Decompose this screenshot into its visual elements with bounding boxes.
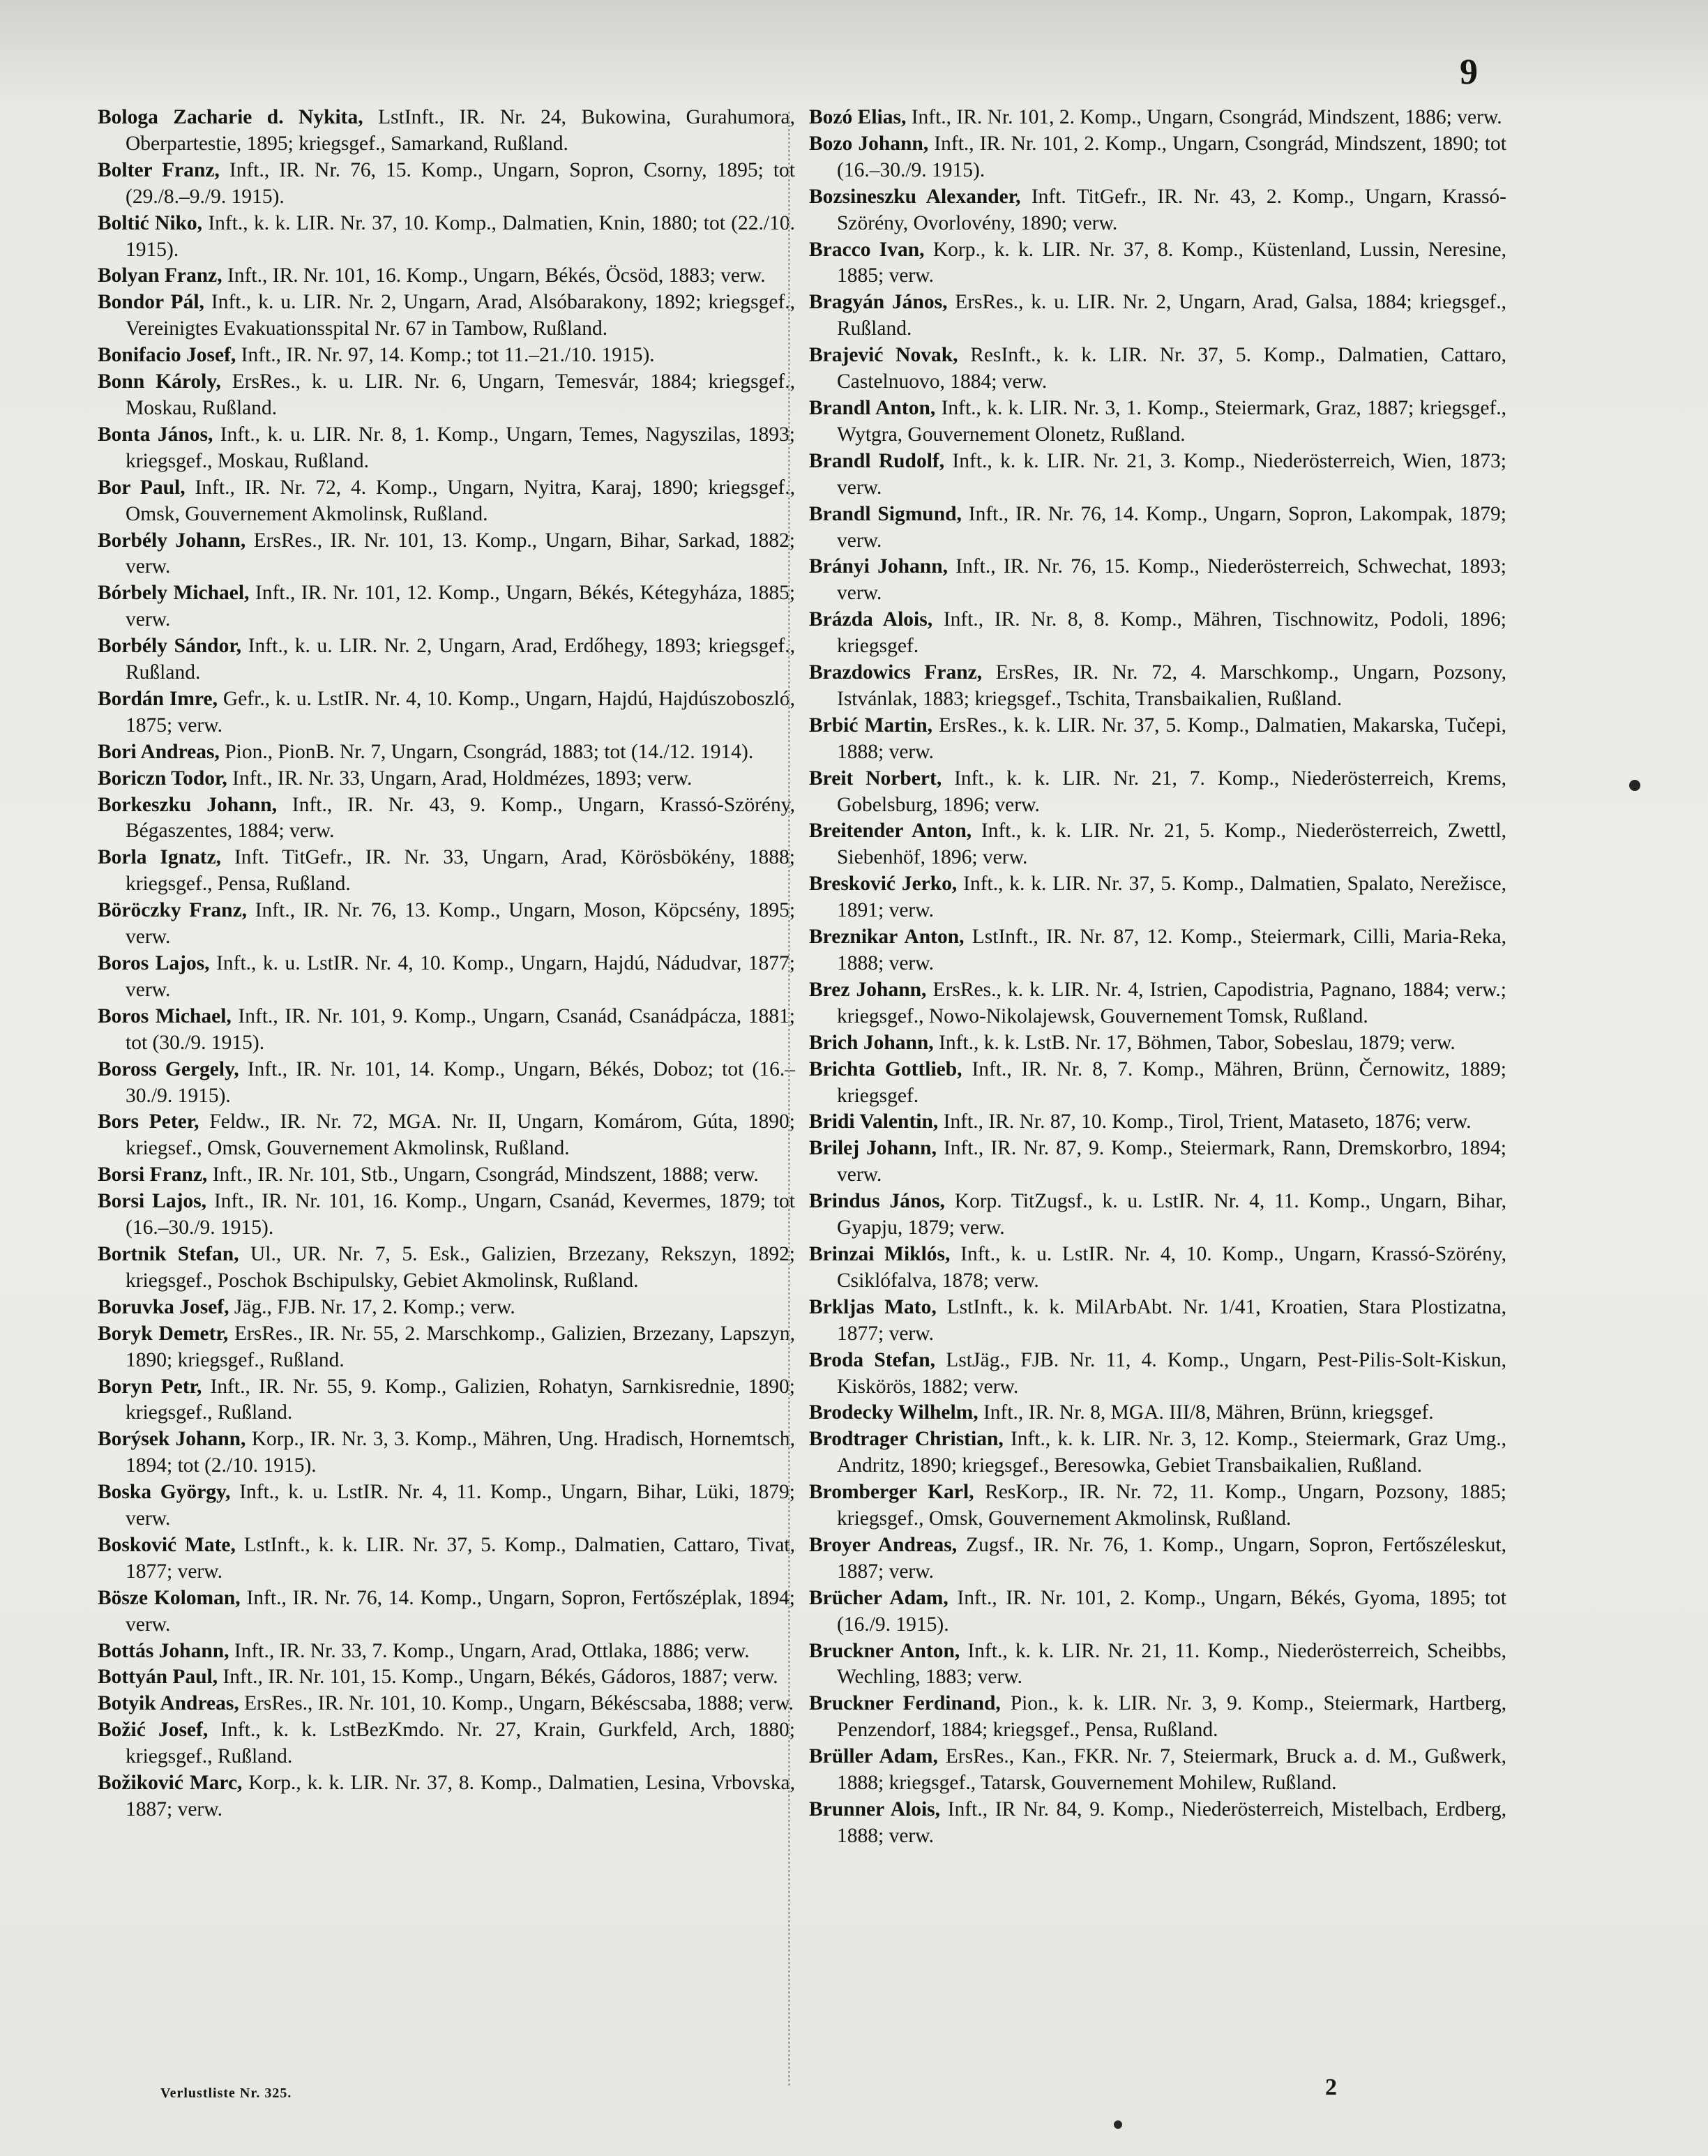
list-entry: [809, 871, 1506, 924]
entry-details: ErsRes., IR. Nr. 55, 2. Marschkomp., Galizien, Brzezany, Lapszyn, 1890; kriegsgef., Rußland.: [126, 1322, 795, 1371]
entry-details: Inft., IR Nr. 84, 9. Komp., Niederösterreich, Mistelbach, Erdberg, 1888; verw.: [837, 1798, 1507, 1847]
entry-name: Boska György,: [98, 1481, 231, 1504]
list-entry: [98, 1664, 795, 1691]
entry-name: Brkljas Mato,: [809, 1295, 937, 1318]
entry-details: Inft., IR. Nr. 8, MGA. III/8, Mähren, Brünn, kriegsgef.: [983, 1401, 1434, 1424]
entry-details: ErsRes., IR. Nr. 101, 10. Komp., Ungarn, Békéscsaba, 1888; verw.: [244, 1692, 794, 1715]
entry-name: Borbély Johann,: [98, 529, 246, 552]
entry-name: Bromberger Karl,: [809, 1481, 974, 1504]
entry-details: Inft., IR. Nr. 76, 13. Komp., Ungarn, Moson, Köpcsény, 1895; verw.: [126, 899, 796, 949]
entry-name: Brandl Anton,: [809, 396, 936, 419]
list-entry: [98, 1057, 795, 1110]
list-entry: [98, 105, 795, 158]
entry-details: Zugsf., IR. Nr. 76, 1. Komp., Ungarn, Sopron, Fertőszéleskut, 1887; verw.: [837, 1533, 1506, 1583]
entry-name: Brajević Novak,: [809, 344, 958, 367]
list-entry: [98, 369, 795, 422]
entry-name: Brich Johann,: [809, 1031, 934, 1054]
entry-details: Inft. TitGefr., IR. Nr. 43, 2. Komp., Ungarn, Krassó-Szörény, Ovorlovény, 1890; verw.: [837, 185, 1506, 234]
entry-details: Inft., IR. Nr. 33, 7. Komp., Ungarn, Arad, Ottlaka, 1886; verw.: [234, 1639, 750, 1662]
list-entry: [809, 1744, 1506, 1797]
entry-name: Brányi Johann,: [809, 555, 948, 578]
entry-details: Inft., k. u. LIR. Nr. 2, Ungarn, Arad, Alsóbarakony, 1892; kriegsgef., Vereinigtes Evakuationsspital Nr. 67 in Tambow, Rußland.: [126, 291, 796, 340]
list-entry: [809, 1109, 1506, 1136]
entry-details: Inft., IR. Nr. 43, 9. Komp., Ungarn, Krassó-Szörény, Bégaszentes, 1884; verw.: [126, 793, 795, 843]
entry-name: Borsi Franz,: [98, 1163, 208, 1186]
entry-name: Božić Josef,: [98, 1719, 209, 1742]
entry-details: Korp., k. k. LIR. Nr. 37, 8. Komp., Küstenland, Lussin, Neresine, 1885; verw.: [837, 238, 1507, 287]
entry-name: Bruckner Ferdinand,: [809, 1692, 1001, 1715]
list-entry: [98, 580, 795, 633]
list-entry: [98, 739, 795, 766]
entry-details: Inft., IR. Nr. 97, 14. Komp.; tot 11.–21./10. 1915).: [241, 344, 655, 367]
entry-details: Inft., k. u. LstIR. Nr. 4, 11. Komp., Ungarn, Bihar, Lüki, 1879; verw.: [126, 1481, 795, 1530]
entry-name: Brazdowics Franz,: [809, 661, 983, 684]
entry-details: Gefr., k. u. LstIR. Nr. 4, 10. Komp., Ungarn, Hajdú, Hajdúszoboszló, 1875; verw.: [126, 687, 796, 737]
list-entry: [809, 448, 1506, 502]
page-number: 9: [1460, 52, 1478, 92]
entry-name: Bracco Ivan,: [809, 238, 925, 261]
entry-details: LstJäg., FJB. Nr. 11, 4. Komp., Ungarn, Pest-Pilis-Solt-Kiskun, Kiskörös, 1882; verw.: [837, 1348, 1506, 1398]
entry-details: Inft., IR. Nr. 101, Stb., Ungarn, Csongrád, Mindszent, 1888; verw.: [212, 1163, 759, 1186]
entry-details: Inft., k. k. LIR. Nr. 21, 5. Komp., Niederösterreich, Zwettl, Siebenhöf, 1896; verw.: [837, 820, 1507, 869]
list-entry: [98, 686, 795, 739]
entry-name: Breznikar Anton,: [809, 926, 965, 949]
entry-name: Brichta Gottlieb,: [809, 1057, 962, 1080]
list-entry: [809, 1638, 1506, 1691]
entry-details: Inft., k. k. LstBezKmdo. Nr. 27, Krain, Gurkfeld, Arch, 1880; kriegsgef., Rußland.: [126, 1719, 795, 1768]
entry-name: Broyer Andreas,: [809, 1533, 958, 1556]
entry-name: Bottyán Paul,: [98, 1666, 218, 1689]
list-entry: [98, 289, 795, 342]
list-entry: [809, 977, 1506, 1030]
list-entry: [98, 422, 795, 475]
list-entry: [98, 766, 795, 792]
entry-name: Bor Paul,: [98, 476, 186, 499]
entry-name: Bruckner Anton,: [809, 1639, 960, 1662]
entry-details: Inft., IR. Nr. 76, 14. Komp., Ungarn, Sopron, Fertőszéplak, 1894; verw.: [126, 1586, 796, 1636]
list-entry: [809, 502, 1506, 555]
left-column: [98, 105, 795, 1823]
list-entry: [98, 1109, 795, 1162]
list-entry: [809, 1295, 1506, 1348]
list-entry: [98, 1532, 795, 1585]
entry-details: Ul., UR. Nr. 7, 5. Esk., Galizien, Brzezany, Rekszyn, 1892; kriegsgef., Poschok Bschipulsky, Gebiet Akmolinsk, Rußland.: [126, 1242, 795, 1292]
punch-hole-dot: [1114, 2120, 1122, 2129]
list-entry: [809, 924, 1506, 977]
list-entry: [98, 1242, 795, 1295]
list-entry: [809, 1426, 1506, 1479]
list-entry: [809, 554, 1506, 607]
entry-details: ResInft., k. k. LIR. Nr. 37, 5. Komp., Dalmatien, Cattaro, Castelnuovo, 1884; verw.: [837, 344, 1507, 393]
entry-name: Brodtrager Christian,: [809, 1428, 1004, 1451]
entry-name: Borkeszku Johann,: [98, 793, 278, 816]
entry-details: ErsRes., Kan., FKR. Nr. 7, Steiermark, Bruck a. d. M., Gußwerk, 1888; kriegsgef., Tatarsk, Gouvernement Mohilew, Rußland.: [837, 1745, 1506, 1795]
list-entry: [98, 1479, 795, 1532]
entry-name: Božiković Marc,: [98, 1772, 243, 1795]
entry-details: Inft., k. k. LIR. Nr. 37, 5. Komp., Dalmatien, Spalato, Nerežisce, 1891; verw.: [837, 873, 1506, 922]
entry-details: Inft., k. k. LIR. Nr. 3, 1. Komp., Steiermark, Graz, 1887; kriegsgef., Wytgra, Gouvernement Olonetz, Rußland.: [837, 396, 1507, 446]
entry-details: Inft., k. u. LstIR. Nr. 4, 10. Komp., Ungarn, Hajdú, Nádudvar, 1877; verw.: [126, 952, 796, 1001]
list-entry: [809, 1797, 1506, 1850]
punch-hole-dot: [1629, 780, 1640, 791]
list-entry: [98, 1638, 795, 1665]
list-entry: [98, 792, 795, 845]
entry-name: Boros Lajos,: [98, 952, 210, 974]
entry-name: Böröczky Franz,: [98, 899, 248, 922]
entry-name: Bösze Koloman,: [98, 1586, 241, 1609]
list-entry: [809, 1189, 1506, 1242]
entry-details: Inft., IR. Nr. 33, Ungarn, Arad, Holdmézes, 1893; verw.: [232, 767, 693, 790]
entry-name: Brüller Adam,: [809, 1745, 938, 1768]
entry-details: Inft. TitGefr., IR. Nr. 33, Ungarn, Arad, Körösbökény, 1888; kriegsgef., Pensa, Rußland.: [126, 846, 795, 896]
list-entry: [809, 237, 1506, 290]
list-entry: [98, 898, 795, 951]
entry-name: Boryk Demetr,: [98, 1322, 229, 1345]
list-entry: [98, 1004, 795, 1057]
entry-details: Inft., IR. Nr. 8, 8. Komp., Mähren, Tischnowitz, Podoli, 1896; kriegsgef.: [837, 608, 1507, 658]
entry-name: Broda Stefan,: [809, 1348, 936, 1371]
entry-details: Feldw., IR. Nr. 72, MGA. Nr. II, Ungarn, Komárom, Gúta, 1890; kriegsef., Omsk, Gouvernement Akmolinsk, Rußland.: [126, 1110, 796, 1160]
entry-details: Inft., k. k. LIR. Nr. 21, 7. Komp., Niederösterreich, Krems, Gobelsburg, 1896; verw.: [837, 767, 1507, 816]
list-entry: [98, 211, 795, 264]
entry-details: Korp., k. k. LIR. Nr. 37, 8. Komp., Dalmatien, Lesina, Vrbovska, 1887; verw.: [126, 1772, 796, 1820]
list-entry: [809, 1532, 1506, 1585]
list-entry: [809, 1136, 1506, 1189]
entry-details: Inft., k. k. LIR. Nr. 3, 12. Komp., Steiermark, Graz Umg., Andritz, 1890; kriegsgef., Beresowka, Gebiet Transbaikalien, Rußland.: [837, 1428, 1506, 1477]
entry-name: Brindus János,: [809, 1190, 945, 1213]
list-entry: [98, 1770, 795, 1823]
footer-list-label: Verlustliste Nr. 325.: [160, 2086, 292, 2101]
list-entry: [809, 184, 1506, 237]
entry-name: Borbély Sándor,: [98, 635, 242, 658]
entry-name: Brodecky Wilhelm,: [809, 1401, 978, 1424]
entry-details: Inft., IR. Nr. 101, 16. Komp., Ungarn, Békés, Öcsöd, 1883; verw.: [227, 264, 766, 287]
entry-name: Brez Johann,: [809, 978, 927, 1001]
column-divider: [788, 112, 791, 2086]
right-column: [809, 105, 1506, 1850]
list-entry: [809, 1057, 1506, 1110]
entry-details: Jäg., FJB. Nr. 17, 2. Komp.; verw.: [234, 1295, 515, 1318]
entry-details: Inft., IR. Nr. 101, 15. Komp., Ungarn, Békés, Gádoros, 1887; verw.: [222, 1666, 778, 1689]
entry-details: LstInft., IR. Nr. 87, 12. Komp., Steiermark, Cilli, Maria-Reka, 1888; verw.: [837, 926, 1507, 974]
entry-details: Inft., k. u. LIR. Nr. 2, Ungarn, Arad, Erdőhegy, 1893; kriegsgef., Rußland.: [126, 635, 796, 684]
list-entry: [809, 607, 1506, 660]
entry-name: Boross Gergely,: [98, 1057, 239, 1080]
entry-details: Inft., IR. Nr. 87, 10. Komp., Tirol, Trient, Mataseto, 1876; verw.: [943, 1110, 1472, 1133]
list-entry: [809, 1242, 1506, 1295]
entry-name: Botyik Andreas,: [98, 1692, 239, 1715]
list-entry: [98, 263, 795, 289]
list-entry: [98, 845, 795, 898]
entry-details: Inft., IR. Nr. 101, 14. Komp., Ungarn, Békés, Doboz; tot (16.–30./9. 1915).: [126, 1057, 796, 1107]
entry-details: Inft., IR. Nr. 76, 15. Komp., Niederösterreich, Schwechat, 1893; verw.: [837, 555, 1506, 605]
entry-name: Boruvka Josef,: [98, 1295, 229, 1318]
entry-details: Inft., IR. Nr. 101, 16. Komp., Ungarn, Csanád, Kevermes, 1879; tot (16.–30./9. 1915).: [126, 1190, 795, 1239]
entry-details: Inft., IR. Nr. 101, 9. Komp., Ungarn, Csanád, Csanádpácza, 1881; tot (30./9. 1915).: [126, 1004, 795, 1054]
list-entry: [809, 660, 1506, 713]
entry-name: Boryn Petr,: [98, 1375, 202, 1398]
list-entry: [98, 1321, 795, 1374]
entry-name: Borsi Lajos,: [98, 1190, 207, 1213]
entry-details: Inft., k. k. LstB. Nr. 17, Böhmen, Tabor, Sobeslau, 1879; verw.: [939, 1031, 1456, 1054]
list-entry: [98, 1585, 795, 1638]
entry-name: Bresković Jerko,: [809, 873, 958, 896]
entry-name: Borla Ignatz,: [98, 846, 222, 869]
entry-name: Bors Peter,: [98, 1110, 199, 1133]
list-entry: [809, 1400, 1506, 1426]
entry-details: Inft., k. k. LIR. Nr. 37, 10. Komp., Dalmatien, Knin, 1880; tot (22./10. 1915).: [126, 211, 795, 261]
list-entry: [809, 131, 1506, 184]
entry-name: Borýsek Johann,: [98, 1428, 246, 1451]
list-entry: [98, 475, 795, 528]
entry-details: ErsRes, IR. Nr. 72, 4. Marschkomp., Ungarn, Pozsony, Istvánlak, 1883; kriegsgef., Tschita, Transbaikalien, Rußland.: [837, 661, 1506, 710]
entry-name: Brücher Adam,: [809, 1586, 949, 1609]
entry-name: Brinzai Miklós,: [809, 1242, 951, 1265]
entry-details: Inft., IR. Nr. 101, 12. Komp., Ungarn, Békés, Kétegyháza, 1885; verw.: [126, 582, 796, 631]
list-entry: [809, 818, 1506, 871]
entry-details: Inft., IR. Nr. 72, 4. Komp., Ungarn, Nyitra, Karaj, 1890; kriegsgef., Omsk, Gouvernement Akmolinsk, Rußland.: [126, 476, 795, 525]
entry-name: Bolyan Franz,: [98, 264, 222, 287]
entry-details: Inft., k. u. LstIR. Nr. 4, 10. Komp., Ungarn, Krassó-Szörény, Csiklófalva, 1878; verw.: [837, 1242, 1506, 1292]
entry-details: Korp., IR. Nr. 3, 3. Komp., Mähren, Ung. Hradisch, Hornemtsch, 1894; tot (2./10. 1915).: [126, 1428, 796, 1477]
entry-name: Bortnik Stefan,: [98, 1242, 239, 1265]
list-entry: [809, 289, 1506, 342]
entry-name: Breitender Anton,: [809, 820, 972, 843]
list-entry: [809, 1030, 1506, 1057]
list-entry: [809, 342, 1506, 395]
entry-details: Pion., k. k. LIR. Nr. 3, 9. Komp., Steiermark, Hartberg, Penzendorf, 1884; kriegsgef., Pensa, Rußland.: [837, 1692, 1507, 1742]
entry-details: ErsRes., k. k. LIR. Nr. 37, 5. Komp., Dalmatien, Makarska, Tučepi, 1888; verw.: [837, 714, 1506, 763]
entry-name: Brandl Rudolf,: [809, 449, 945, 472]
footer-signature: 2: [1325, 2074, 1337, 2100]
list-entry: [98, 1189, 795, 1242]
entry-details: ErsRes., IR. Nr. 101, 13. Komp., Ungarn, Bihar, Sarkad, 1882; verw.: [126, 529, 796, 578]
entry-details: Inft., IR. Nr. 8, 7. Komp., Mähren, Brünn, Černowitz, 1889; kriegsgef.: [837, 1057, 1506, 1107]
entry-details: Inft., IR. Nr. 87, 9. Komp., Steiermark, Rann, Dremskorbro, 1894; verw.: [837, 1137, 1506, 1186]
entry-name: Bonta János,: [98, 423, 213, 446]
list-entry: [98, 1717, 795, 1770]
entry-name: Brunner Alois,: [809, 1798, 941, 1820]
entry-details: Inft., IR. Nr. 76, 15. Komp., Ungarn, Sopron, Csorny, 1895; tot (29./8.–9./9. 1915).: [126, 158, 796, 208]
entry-name: Bordán Imre,: [98, 687, 218, 710]
entry-details: LstInft., k. k. MilArbAbt. Nr. 1/41, Kroatien, Stara Plostizatna, 1877; verw.: [837, 1295, 1507, 1345]
entry-name: Boriczn Todor,: [98, 767, 227, 790]
list-entry: [809, 105, 1506, 131]
list-entry: [809, 1348, 1506, 1401]
list-entry: [809, 395, 1506, 448]
entry-details: ErsRes., k. u. LIR. Nr. 6, Ungarn, Temesvár, 1884; kriegsgef., Moskau, Rußland.: [126, 370, 795, 419]
entry-details: Inft., k. k. LIR. Nr. 21, 3. Komp., Niederösterreich, Wien, 1873; verw.: [837, 449, 1507, 499]
entry-name: Brandl Sigmund,: [809, 502, 962, 525]
entry-name: Breit Norbert,: [809, 767, 942, 790]
entry-name: Brázda Alois,: [809, 608, 933, 631]
list-entry: [98, 1426, 795, 1479]
entry-name: Bori Andreas,: [98, 740, 220, 763]
entry-name: Bórbely Michael,: [98, 582, 250, 605]
list-entry: [809, 1585, 1506, 1638]
list-entry: [98, 1162, 795, 1189]
entry-name: Bozsineszku Alexander,: [809, 185, 1021, 208]
list-entry: [98, 633, 795, 686]
entry-details: Inft., k. k. LIR. Nr. 21, 11. Komp., Niederösterreich, Scheibbs, Wechling, 1883; verw.: [837, 1639, 1506, 1689]
entry-details: LstInft., IR. Nr. 24, Bukowina, Gurahumora, Oberpartestie, 1895; kriegsgef., Samarkand, Rußland.: [126, 106, 795, 155]
list-entry: [98, 158, 795, 211]
list-entry: [809, 766, 1506, 819]
entry-details: Inft., IR. Nr. 55, 9. Komp., Galizien, Rohatyn, Sarnkisrednie, 1890; kriegsgef., Rußland.: [126, 1375, 796, 1424]
entry-name: Bozo Johann,: [809, 132, 929, 155]
entry-name: Bozó Elias,: [809, 106, 907, 128]
entry-name: Bologa Zacharie d. Nykita,: [98, 106, 363, 128]
list-entry: [98, 1374, 795, 1427]
entry-details: Inft., IR. Nr. 76, 14. Komp., Ungarn, Sopron, Lakompak, 1879; verw.: [837, 502, 1506, 552]
entry-name: Boltić Niko,: [98, 211, 203, 234]
entry-details: ErsRes., k. u. LIR. Nr. 2, Ungarn, Arad, Galsa, 1884; kriegsgef., Rußland.: [837, 291, 1506, 340]
list-entry: [98, 342, 795, 369]
entry-name: Boros Michael,: [98, 1004, 232, 1027]
entry-name: Bondor Pál,: [98, 291, 204, 314]
entry-details: Korp. TitZugsf., k. u. LstIR. Nr. 4, 11. Komp., Ungarn, Bihar, Gyapju, 1879; verw.: [837, 1190, 1506, 1239]
entry-name: Bottás Johann,: [98, 1639, 229, 1662]
entry-name: Bolter Franz,: [98, 158, 220, 181]
entry-details: Inft., IR. Nr. 101, 2. Komp., Ungarn, Csongrád, Mindszent, 1886; verw.: [911, 106, 1502, 128]
entry-name: Brbić Martin,: [809, 714, 932, 737]
list-entry: [98, 1691, 795, 1717]
list-entry: [98, 528, 795, 581]
entry-details: Pion., PionB. Nr. 7, Ungarn, Csongrád, 1883; tot (14./12. 1914).: [225, 740, 754, 763]
list-entry: [809, 1479, 1506, 1532]
entry-name: Bonifacio Josef,: [98, 344, 236, 367]
entry-details: ResKorp., IR. Nr. 72, 11. Komp., Ungarn, Pozsony, 1885; kriegsgef., Omsk, Gouvernement Akmolinsk, Rußland.: [837, 1481, 1507, 1530]
entry-details: LstInft., k. k. LIR. Nr. 37, 5. Komp., Dalmatien, Cattaro, Tivat, 1877; verw.: [126, 1533, 795, 1583]
entry-name: Bragyán János,: [809, 291, 948, 314]
list-entry: [809, 1691, 1506, 1744]
list-entry: [98, 1295, 795, 1321]
entry-name: Bonn Károly,: [98, 370, 221, 393]
entry-name: Brilej Johann,: [809, 1137, 937, 1160]
entry-details: Inft., IR. Nr. 101, 2. Komp., Ungarn, Békés, Gyoma, 1895; tot (16./9. 1915).: [837, 1586, 1506, 1636]
entry-details: Inft., k. u. LIR. Nr. 8, 1. Komp., Ungarn, Temes, Nagyszilas, 1893; kriegsgef., Moskau, Rußland.: [126, 423, 795, 472]
entry-details: Inft., IR. Nr. 101, 2. Komp., Ungarn, Csongrád, Mindszent, 1890; tot (16.–30./9. 1915).: [837, 132, 1506, 181]
list-entry: [98, 951, 795, 1004]
entry-name: Bridi Valentin,: [809, 1110, 939, 1133]
entry-details: ErsRes., k. k. LIR. Nr. 4, Istrien, Capodistria, Pagnano, 1884; verw.; kriegsgef., Nowo-Nikolajewsk, Gouvernement Tomsk, Rußland.: [837, 978, 1507, 1027]
list-entry: [809, 713, 1506, 766]
entry-name: Bosković Mate,: [98, 1533, 236, 1556]
